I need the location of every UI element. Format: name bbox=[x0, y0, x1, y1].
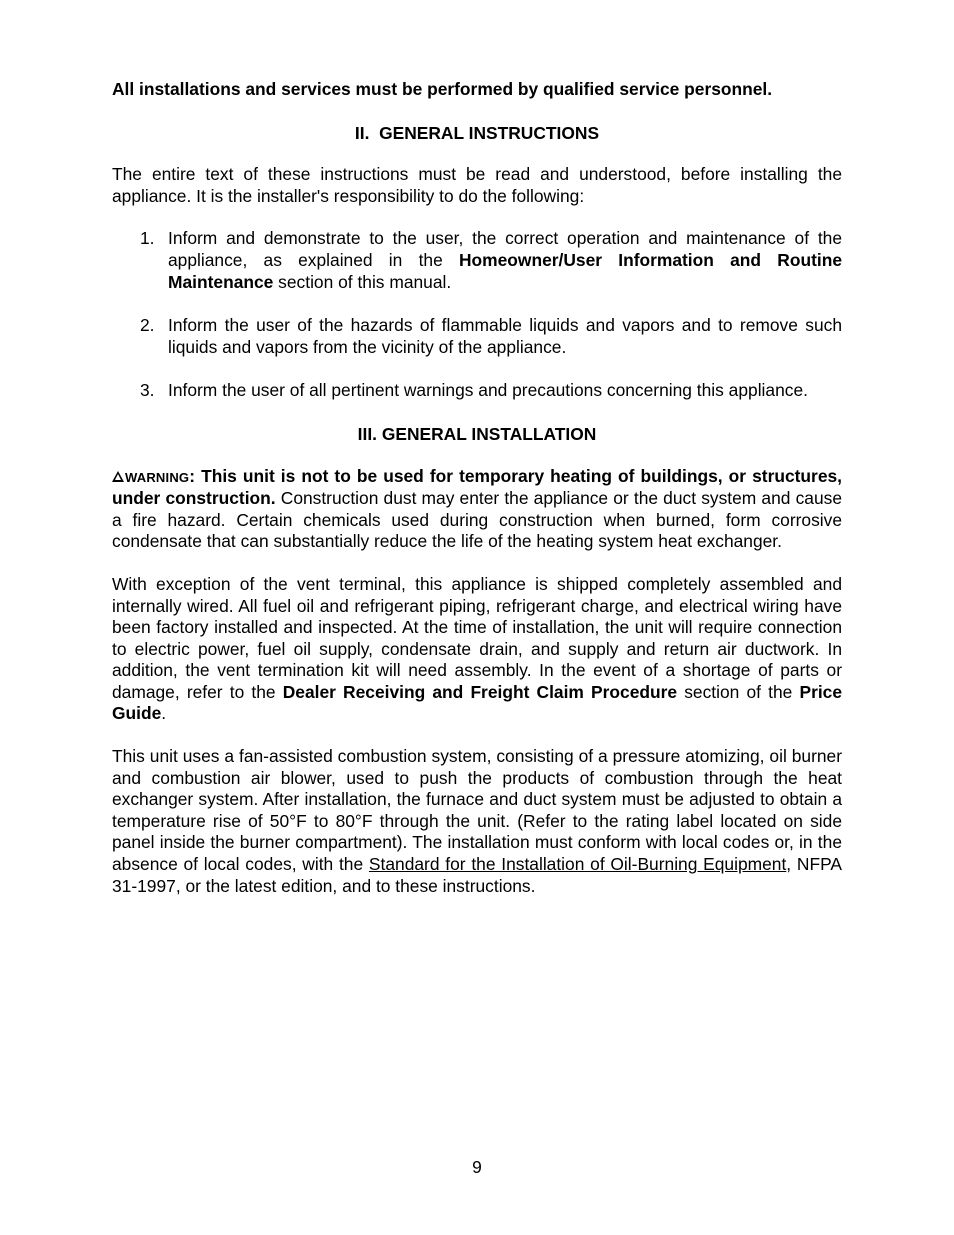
warning-bold-text: : This unit is not to be used for temporary heating of buildings, or structures, under construction. bbox=[112, 465, 842, 509]
standard-reference: Standard for the Installation of Oil-Burning Equipment bbox=[368, 854, 787, 875]
paragraph-text: , NFPA 31-1997, or the latest edition, and to these instructions. bbox=[112, 854, 842, 896]
general-instructions-intro: The entire text of these instructions must be read and understood, before installing the appliance. It is the installer's responsibility to do the following: bbox=[112, 164, 842, 206]
paragraph-text: . bbox=[161, 703, 167, 724]
warning-paragraph bbox=[112, 466, 842, 553]
paragraph-text: section of the bbox=[677, 681, 800, 702]
dealer-receiving-reference: Dealer Receiving and Freight Claim Procedure bbox=[282, 681, 678, 702]
list-item-text: Inform the user of the hazards of flammable liquids and vapors and to remove such liquids and vapors from the vicinity of the appliance. bbox=[168, 315, 842, 357]
list-item-bold-reference: Homeowner/User Information and Routine Maintenance bbox=[168, 249, 842, 292]
paragraph-text: This unit uses a fan-assisted combustion system, consisting of a pressure atomizing, oil burner and combustion air blower, used to push the products of combustion through the heat exchanger system. After installation, the furnace and duct system must be adjusted to obtain a temperature rise of 50°F to 80°F through the unit. (Refer to the rating label located on side panel inside the burner compartment). The installation must conform with local codes or, in the absence of local codes, with the bbox=[112, 746, 842, 875]
list-item bbox=[112, 228, 842, 293]
section-heading-general-instructions: II. GENERAL INSTRUCTIONS bbox=[354, 122, 600, 143]
list-item bbox=[112, 315, 842, 358]
list-item-number: 3. bbox=[140, 380, 155, 401]
list-item-number: 1. bbox=[140, 228, 155, 249]
list-item-text-end: section of this manual. bbox=[273, 271, 452, 292]
price-guide-reference: Price Guide bbox=[112, 681, 843, 724]
list-item-text: Inform and demonstrate to the user, the correct operation and maintenance of the appliance, as explained in the bbox=[168, 228, 842, 270]
installer-responsibilities-list bbox=[112, 228, 842, 402]
document-page bbox=[112, 79, 842, 897]
warning-text: Construction dust may enter the appliance or the duct system and cause a fire hazard. Certain chemicals used during construction when burned, form corrosive condensate that can substantially reduce the life of the heating system heat exchanger. bbox=[112, 488, 842, 552]
warning-label: WARNING bbox=[125, 469, 190, 485]
list-item bbox=[112, 380, 842, 402]
page-number: 9 bbox=[472, 1157, 482, 1177]
combustion-system-paragraph bbox=[112, 746, 842, 897]
section-heading-general-installation: III. GENERAL INSTALLATION bbox=[357, 423, 597, 444]
paragraph-text: With exception of the vent terminal, this appliance is shipped completely assembled and internally wired. All fuel oil and refrigerant piping, refrigerant charge, and electrical wiring have been factory installed and inspected. At the time of installation, the unit will require connection to electric power, fuel oil supply, condensate drain, and supply and return air ductwork. In addition, the vent termination kit will need assembly. In the event of a shortage of parts or damage, refer to the bbox=[112, 573, 842, 702]
warning-triangle-icon bbox=[112, 471, 124, 482]
qualified-personnel-notice: All installations and services must be performed by qualified service personnel. bbox=[112, 79, 773, 99]
list-item-number: 2. bbox=[140, 315, 155, 336]
list-item-text: Inform the user of all pertinent warnings and precautions concerning this appliance. bbox=[168, 380, 808, 401]
shipping-paragraph bbox=[112, 574, 842, 725]
